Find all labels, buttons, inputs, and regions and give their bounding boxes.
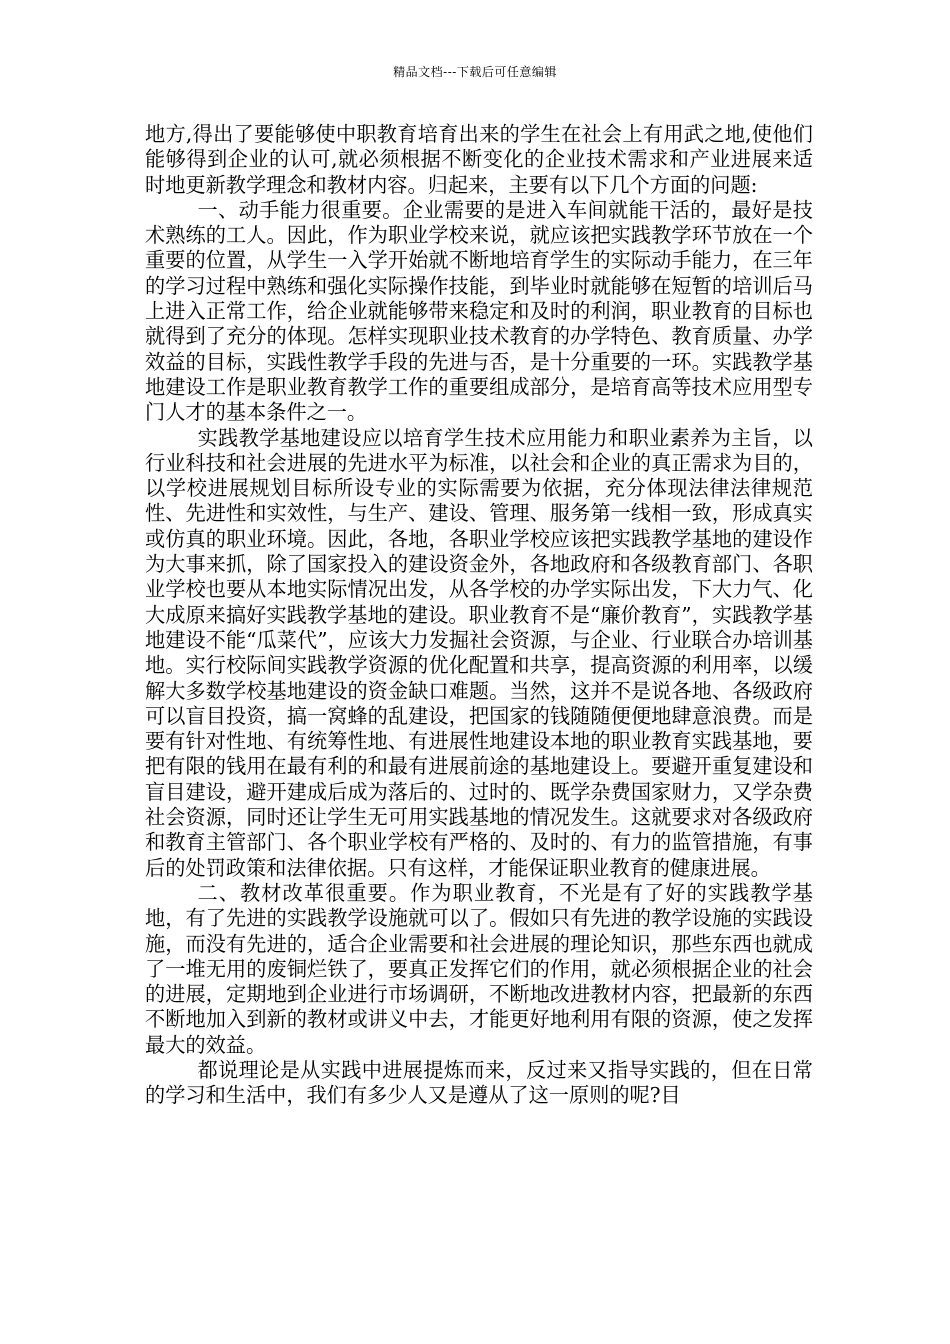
page-header: 精品文档---下载后可任意编辑: [393, 65, 557, 79]
paragraph-continuation: 地方,得出了要能够使中职教育培育出来的学生在社会上有用武之地,使他们能够得到企业的认可,就必须根据不断变化的企业技术需求和产业进展来适时地更新教学理念和教材内容。归起来，主要有以下几个方面的问题:: [145, 122, 813, 197]
paragraph-theory-practice: 都说理论是从实践中进展提炼而来，反过来又指导实践的，但在日常的学习和生活中，我们有多少人又是遵从了这一原则的呢?目: [145, 1057, 813, 1108]
paragraph-textbook-reform: 二、教材改革很重要。作为职业教育，不光是有了好的实践教学基地，有了先进的实践教学设施就可以了。假如只有先进的教学设施的实践设施，而没有先进的，适合企业需要和社会进展的理论知识，那些东西也就成了一堆无用的废铜烂铁了，要真正发挥它们的作用，就必须根据企业的社会的进展，定期地到企业进行市场调研，不断地改进教材内容，把最新的东西不断地加入到新的教材或讲义中去，才能更好地利用有限的资源，使之发挥最大的效益。: [145, 880, 813, 1057]
paragraph-practice-base: 实践教学基地建设应以培育学生技术应用能力和职业素养为主旨，以行业科技和社会进展的先进水平为标准，以社会和企业的真正需求为目的，以学校进展规划目标所设专业的实际需要为依据，充分体现法律法律规范性、先进性和实效性，与生产、建设、管理、服务第一线相一致，形成真实或仿真的职业环境。因此，各地，各职业学校应该把实践教学基地的建设作为大事来抓，除了国家投入的建设资金外，各地政府和各级教育部门、各职业学校也要从本地实际情况出发，从各学校的办学实际出发，下大力气、化大成原来搞好实践教学基地的建设。职业教育不是“廉价教育”，实践教学基地建设不能“瓜菜代”，应该大力发掘社会资源，与企业、行业联合办培训基地。实行校际间实践教学资源的优化配置和共享，提高资源的利用率，以缓解大多数学校基地建设的资金缺口难题。当然，这并不是说各地、各级政府可以盲目投资，搞一窝蜂的乱建设，把国家的钱随随便便地肆意浪费。而是要有针对性地、有统筹性地、有进展性地建设本地的职业教育实践基地，要把有限的钱用在最有利的和最有进展前途的基地建设上。要避开重复建设和盲目建设，避开建成后成为落后的、过时的、既学杂费国家财力，又学杂费社会资源，同时还让学生无可用实践基地的情况发生。这就要求对各级政府和教育主管部门、各个职业学校有严格的、及时的、有力的监管措施，有事后的处罚政策和法律依据。只有这样，才能保证职业教育的健康进展。: [145, 425, 813, 880]
paragraph-hands-on-ability: 一、动手能力很重要。企业需要的是进入车间就能干活的，最好是技术熟练的工人。因此，作为职业学校来说，就应该把实践教学环节放在一个重要的位置，从学生一入学开始就不断地培育学生的实际动手能力，在三年的学习过程中熟练和强化实际操作技能，到毕业时就能够在短暂的培训后马上进入正常工作，给企业就能够带来稳定和及时的利润，职业教育的目标也就得到了充分的体现。怎样实现职业技术教育的办学特色、教育质量、办学效益的目标，实践性教学手段的先进与否，是十分重要的一环。实践教学基地建设工作是职业教育教学工作的重要组成部分，是培育高等技术应用型专门人才的基本条件之一。: [145, 197, 813, 425]
document-body: [145, 122, 813, 1109]
